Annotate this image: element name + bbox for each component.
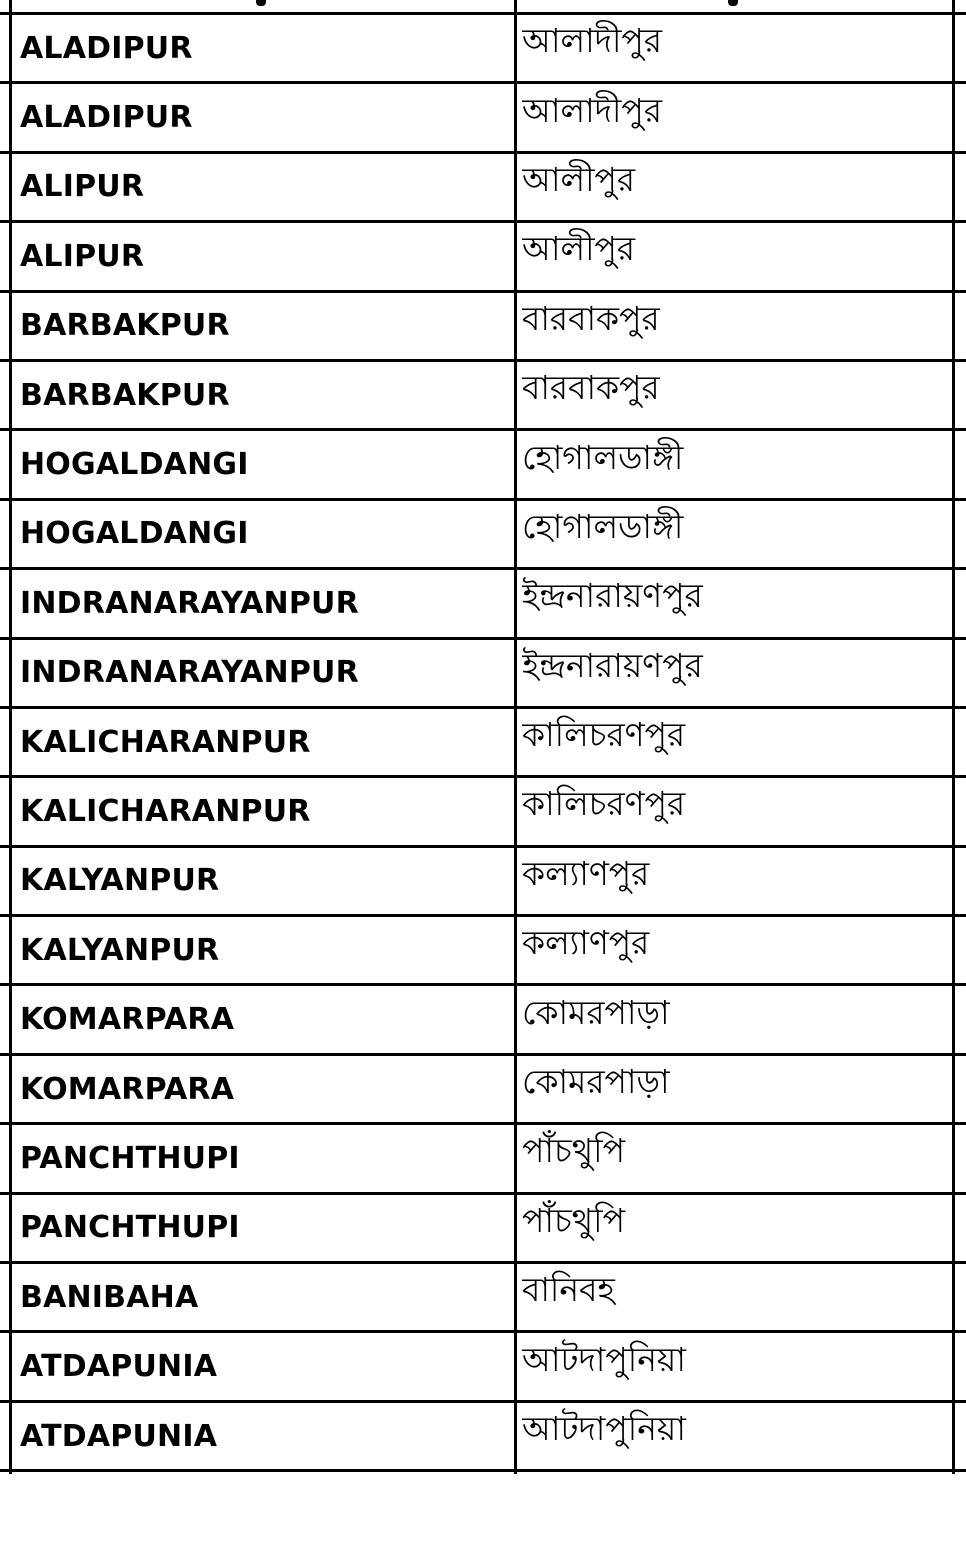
- table-row: [0, 501, 966, 570]
- village-name-table: [0, 15, 966, 1472]
- english-name-cell: ALIPUR: [20, 238, 145, 274]
- bengali-name-cell: কোমরপাড়া: [522, 1062, 670, 1102]
- english-name-cell: ALADIPUR: [20, 30, 193, 66]
- bengali-name-cell: বারবাকপুর: [522, 368, 660, 408]
- english-name-cell: HOGALDANGI: [20, 516, 249, 552]
- header-glyph-fragment-right: [728, 0, 738, 6]
- table-row: [0, 1056, 966, 1125]
- table-left-border: [9, 0, 12, 1474]
- bengali-name-cell: ইন্দ্রনারায়ণপুর: [522, 645, 703, 685]
- english-name-cell: INDRANARAYANPUR: [20, 655, 359, 691]
- english-name-cell: KALYANPUR: [20, 932, 220, 968]
- bengali-name-cell: পাঁচথুপি: [522, 1131, 625, 1171]
- header-glyph-fragment-left: [256, 0, 266, 6]
- english-name-cell: PANCHTHUPI: [20, 1140, 240, 1176]
- english-name-cell: BARBAKPUR: [20, 308, 230, 344]
- bengali-name-cell: কোমরপাড়া: [522, 992, 670, 1032]
- bengali-name-cell: আটদাপুনিয়া: [522, 1339, 686, 1379]
- bengali-name-cell: পাঁচথুপি: [522, 1200, 625, 1240]
- table-right-border: [952, 0, 955, 1474]
- table-row: [0, 1125, 966, 1194]
- column-divider: [514, 0, 517, 1474]
- english-name-cell: KALICHARANPUR: [20, 793, 311, 829]
- table-row: [0, 570, 966, 639]
- bengali-name-cell: কালিচরণপুর: [522, 715, 686, 755]
- table-row: [0, 362, 966, 431]
- bengali-name-cell: বানিবহ: [522, 1270, 615, 1310]
- english-name-cell: ATDAPUNIA: [20, 1418, 218, 1454]
- bengali-name-cell: কল্যাণপুর: [522, 853, 650, 893]
- bengali-name-cell: ইন্দ্রনারায়ণপুর: [522, 576, 703, 616]
- bengali-name-cell: বারবাকপুর: [522, 298, 660, 338]
- english-name-cell: ALADIPUR: [20, 100, 193, 136]
- table-row: [0, 1264, 966, 1333]
- table-row: [0, 431, 966, 500]
- table-row: [0, 15, 966, 84]
- english-name-cell: HOGALDANGI: [20, 447, 249, 483]
- table-row: [0, 84, 966, 153]
- table-row: [0, 778, 966, 847]
- table-row: [0, 1333, 966, 1402]
- table-row: [0, 1195, 966, 1264]
- bengali-name-cell: কল্যাণপুর: [522, 923, 650, 963]
- english-name-cell: BANIBAHA: [20, 1279, 199, 1315]
- english-name-cell: KALYANPUR: [20, 863, 220, 899]
- english-name-cell: KOMARPARA: [20, 1002, 235, 1038]
- bengali-name-cell: আলাদীপুর: [522, 21, 662, 61]
- english-name-cell: ALIPUR: [20, 169, 145, 205]
- english-name-cell: PANCHTHUPI: [20, 1210, 240, 1246]
- table-row: [0, 848, 966, 917]
- table-row: [0, 917, 966, 986]
- table-row: [0, 293, 966, 362]
- english-name-cell: KALICHARANPUR: [20, 724, 311, 760]
- table-row: [0, 1403, 966, 1472]
- table-row: [0, 223, 966, 292]
- bengali-name-cell: আলীপুর: [522, 159, 636, 199]
- english-name-cell: KOMARPARA: [20, 1071, 235, 1107]
- bengali-name-cell: আলীপুর: [522, 229, 636, 269]
- bengali-name-cell: হোগালডাঙ্গী: [522, 506, 684, 546]
- bengali-name-cell: হোগালডাঙ্গী: [522, 437, 684, 477]
- english-name-cell: BARBAKPUR: [20, 377, 230, 413]
- english-name-cell: INDRANARAYANPUR: [20, 585, 359, 621]
- bengali-name-cell: আটদাপুনিয়া: [522, 1409, 686, 1448]
- table-row: [0, 640, 966, 709]
- table-row: [0, 154, 966, 223]
- english-name-cell: ATDAPUNIA: [20, 1349, 218, 1385]
- table-row: [0, 986, 966, 1055]
- bengali-name-cell: আলাদীপুর: [522, 90, 662, 130]
- table-row: [0, 709, 966, 778]
- bengali-name-cell: কালিচরণপুর: [522, 784, 686, 824]
